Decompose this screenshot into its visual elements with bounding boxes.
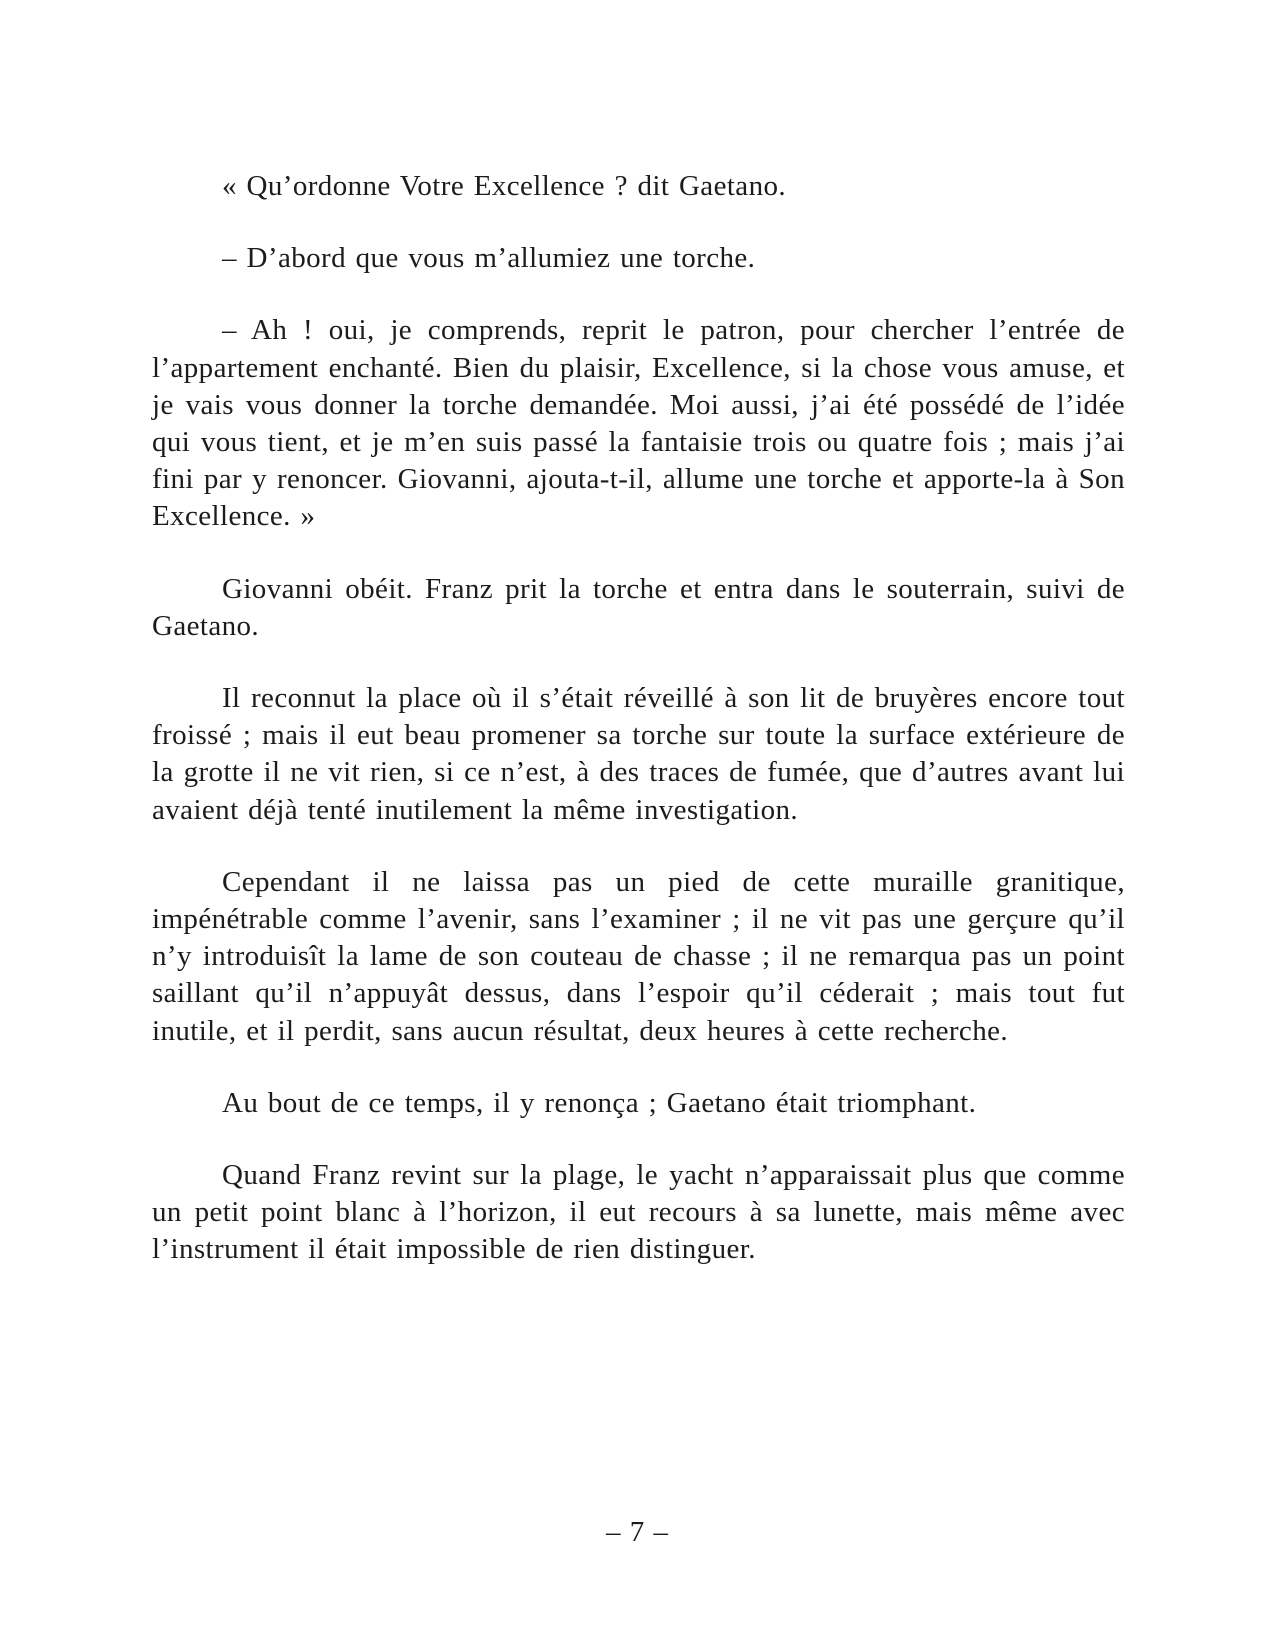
paragraph-6: Cependant il ne laissa pas un pied de cette muraille granitique, impénétrable comme l’avenir, sans l’examiner ; il ne vit pas une gerçure qu’il n’y introduisît la lame de son couteau de chasse ; il ne remarqua pas un point saillant qu’il n’appuyât dessus, dans l’espoir qu’il céderait ; mais tout fut inutile, et il perdit, sans aucun résultat, deux heures à cette recherche. <box>152 865 1125 1047</box>
paragraph-8: Quand Franz revint sur la plage, le yacht n’apparaissait plus que comme un petit point blanc à l’horizon, il eut recours à sa lunette, mais même avec l’instrument il était impossible de rien distinguer. <box>152 1159 1125 1266</box>
paragraph-7: Au bout de ce temps, il y renonça ; Gaetano était triomphant. <box>222 1086 977 1119</box>
page-body <box>152 168 1125 1304</box>
paragraph-3: – Ah ! oui, je comprends, reprit le patron, pour chercher l’entrée de l’appartement enchanté. Bien du plaisir, Excellence, si la chose vous amuse, et je vais vous donner la torche demandée. Moi aussi, j’ai été possédé de l’idée qui vous tient, et je m’en suis passé la fantaisie trois ou quatre fois ; mais j’ai fini par y renoncer. Giovanni, ajouta-t-il, allume une torche et apporte-la à Son Excellence. » <box>152 314 1125 533</box>
paragraph-2: – D’abord que vous m’allumiez une torche. <box>222 242 756 275</box>
page-number: – 7 – <box>606 1516 669 1548</box>
paragraph-4: Giovanni obéit. Franz prit la torche et entra dans le souterrain, suivi de Gaetano. <box>152 572 1125 642</box>
paragraph-1: « Qu’ordonne Votre Excellence ? dit Gaetano. <box>222 170 787 202</box>
paragraph-5: Il reconnut la place où il s’était réveillé à son lit de bruyères encore tout froissé ; mais il eut beau promener sa torche sur toute la surface extérieure de la grotte il ne vit rien, si ce n’est, à des traces de fumée, que d’autres avant lui avaient déjà tenté inutilement la même investigation. <box>152 682 1125 826</box>
